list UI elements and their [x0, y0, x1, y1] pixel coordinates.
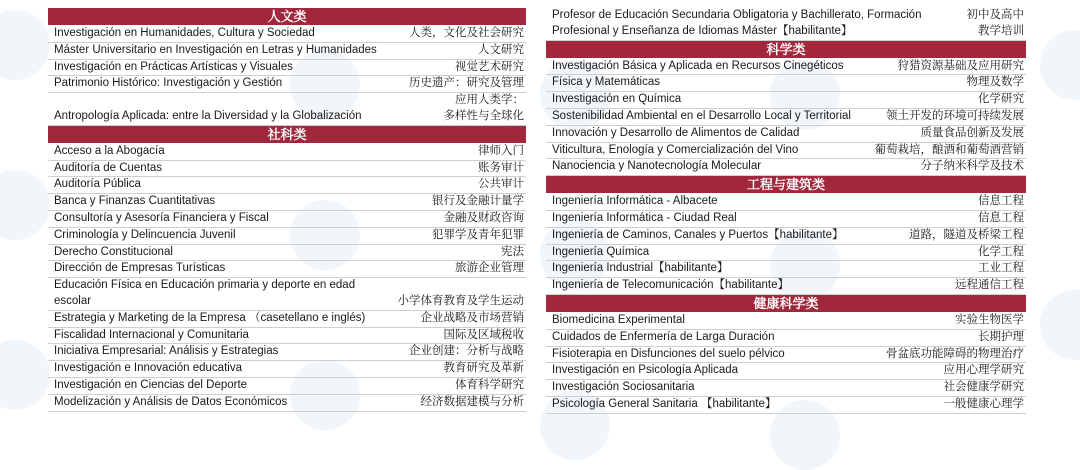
program-name-zh: 化学研究: [978, 93, 1024, 106]
program-section: [546, 176, 1026, 295]
section-header: 工程与建筑类: [546, 176, 1026, 193]
program-name-zh: 初中及高中 教学培训: [966, 9, 1024, 37]
program-name-zh: 犯罪学及青年犯罪: [432, 228, 524, 241]
program-row: [48, 60, 526, 77]
program-name-es: Sostenibilidad Ambiental en el Desarrollo Local y Territorial: [552, 109, 851, 122]
program-row: [48, 228, 526, 245]
program-name-zh: 信息工程: [978, 211, 1024, 224]
program-row: [48, 144, 526, 161]
program-name-zh: 化学工程: [978, 245, 1024, 258]
program-name-es: Derecho Constitucional: [54, 245, 173, 258]
program-row: [546, 313, 1026, 330]
program-name-zh: 国际及区域税收: [443, 328, 524, 341]
program-row: [546, 278, 1026, 295]
program-name-zh: 骨盆底功能障碍的物理治疗: [886, 347, 1024, 360]
program-name-es: Ingeniería Industrial【habilitante】: [552, 262, 729, 275]
program-name-es: Investigación e Innovación educativa: [54, 362, 242, 375]
program-row: [48, 278, 526, 311]
program-row: [546, 75, 1026, 92]
program-row: [546, 347, 1026, 364]
program-row: [48, 378, 526, 395]
program-name-es: Investigación Sociosanitaria: [552, 381, 695, 394]
left-column: [48, 8, 526, 412]
program-name-zh: 历史遗产：研究及管理: [409, 77, 524, 90]
program-row: [546, 380, 1026, 397]
program-row: [48, 177, 526, 194]
program-section: [546, 41, 1026, 177]
program-name-zh: 小学体育教育及学生运动: [397, 294, 524, 307]
program-name-es: Investigación en Química: [552, 93, 682, 106]
program-name-es: Ingeniería de Telecomunicación【habilitante】: [552, 279, 789, 292]
program-row: [546, 143, 1026, 160]
program-name-es: Cuidados de Enfermería de Larga Duración: [552, 330, 775, 343]
program-name-zh: 长期护理: [978, 330, 1024, 343]
program-row: [546, 245, 1026, 262]
program-row: [546, 159, 1026, 176]
program-name-es: Ingeniería Informática - Ciudad Real: [552, 211, 737, 224]
program-name-zh: 视觉艺术研究: [455, 60, 524, 73]
program-name-zh: 应用人类学： 多样性与全球化: [443, 94, 524, 122]
program-row: [48, 361, 526, 378]
program-row: [48, 43, 526, 60]
program-row: [48, 211, 526, 228]
program-name-zh: 葡萄栽培，酿酒和葡萄酒营销: [874, 143, 1024, 156]
program-name-es: Modelización y Análisis de Datos Económicos: [54, 395, 288, 408]
program-row: [546, 363, 1026, 380]
program-row: [546, 228, 1026, 245]
program-name-es: Dirección de Empresas Turísticas: [54, 262, 226, 275]
program-row: [48, 261, 526, 278]
program-name-zh: 经济数据建模与分析: [420, 395, 524, 408]
program-row: [48, 194, 526, 211]
program-name-zh: 宪法: [501, 245, 524, 258]
program-row: [48, 395, 526, 412]
program-name-zh: 道路，隧道及桥梁工程: [909, 228, 1024, 241]
program-section: [546, 295, 1026, 414]
program-name-es: Estrategia y Marketing de la Empresa （casetellano e inglés): [54, 311, 366, 324]
program-name-zh: 应用心理学研究: [943, 364, 1024, 377]
program-section: [48, 126, 526, 412]
program-name-zh: 狩猎资源基础及应用研究: [897, 59, 1024, 72]
program-name-zh: 旅游企业管理: [455, 262, 524, 275]
program-name-es: Fisioterapia en Disfunciones del suelo pélvico: [552, 347, 785, 360]
program-row: [546, 92, 1026, 109]
program-row: [546, 330, 1026, 347]
program-row: [48, 245, 526, 262]
program-name-es: Biomedicina Experimental: [552, 313, 685, 326]
program-name-zh: 质量食品创新及发展: [920, 126, 1024, 139]
program-row: [48, 311, 526, 328]
program-name-zh: 分子纳米科学及技术: [920, 160, 1024, 173]
program-name-es: Patrimonio Histórico: Investigación y Gestión: [54, 77, 283, 90]
program-row: [48, 26, 526, 43]
program-name-es: Criminología y Delincuencia Juvenil: [54, 228, 236, 241]
section-header: 健康科学类: [546, 295, 1026, 312]
program-name-es: Banca y Finanzas Cuantitativas: [54, 195, 216, 208]
program-row: [546, 59, 1026, 76]
program-row: [546, 8, 1026, 41]
program-name-zh: 律师入门: [478, 144, 524, 157]
program-name-zh: 企业战略及市场营销: [420, 311, 524, 324]
program-name-es: Acceso a la Abogacía: [54, 144, 165, 157]
program-name-zh: 远程通信工程: [955, 279, 1024, 292]
program-row: [546, 126, 1026, 143]
watermark-logo: [1040, 30, 1080, 100]
program-name-zh: 实验生物医学: [955, 313, 1024, 326]
program-name-zh: 领土开发的环境可持续发展: [886, 109, 1024, 122]
program-name-es: Psicología General Sanitaria 【habilitante】: [552, 397, 777, 410]
program-row: [546, 194, 1026, 211]
program-row: [48, 344, 526, 361]
program-name-es: Consultoría y Asesoría Financiera y Fiscal: [54, 211, 269, 224]
right-column: [546, 8, 1026, 414]
program-name-zh: 工业工程: [978, 262, 1024, 275]
section-header: 科学类: [546, 41, 1026, 58]
program-name-zh: 体育科学研究: [455, 378, 524, 391]
program-row: [48, 76, 526, 93]
watermark-logo: [1040, 290, 1080, 360]
program-name-es: Investigación Básica y Aplicada en Recursos Cinegéticos: [552, 59, 844, 72]
program-name-zh: 物理及数学: [966, 76, 1024, 89]
program-name-es: Auditoría Pública: [54, 178, 141, 191]
program-name-zh: 账务审计: [478, 161, 524, 174]
program-name-es: Investigación en Ciencias del Deporte: [54, 378, 248, 391]
program-name-es: Antropología Aplicada: entre la Diversidad y la Globalización: [54, 109, 362, 122]
program-name-es: Innovación y Desarrollo de Alimentos de Calidad: [552, 126, 800, 139]
program-section: [48, 8, 526, 126]
program-name-es: Física y Matemáticas: [552, 76, 660, 89]
program-name-zh: 一般健康心理学: [943, 397, 1024, 410]
watermark-logo: [0, 10, 50, 80]
program-name-zh: 社会健康学研究: [943, 381, 1024, 394]
program-name-es: Iniciativa Empresarial: Análisis y Estrategias: [54, 345, 279, 358]
program-row: [48, 328, 526, 345]
program-name-zh: 银行及金融计量学: [432, 195, 524, 208]
program-name-es: Educación Física en Educación primaria y deporte en edad escolar: [54, 279, 356, 307]
program-row: [48, 93, 526, 126]
program-name-zh: 金融及财政咨询: [443, 211, 524, 224]
program-row: [546, 109, 1026, 126]
program-name-es: Investigación en Psicología Aplicada: [552, 364, 739, 377]
program-name-es: Investigación en Humanidades, Cultura y Sociedad: [54, 27, 315, 39]
program-name-zh: 公共审计: [478, 178, 524, 191]
watermark-logo: [0, 170, 50, 240]
program-name-es: Ingeniería Informática - Albacete: [552, 195, 718, 208]
program-name-es: Ingeniería Química: [552, 245, 650, 258]
program-name-zh: 人文研究: [478, 43, 524, 56]
program-name-es: Viticultura, Enología y Comercialización del Vino: [552, 143, 799, 156]
program-row: [48, 161, 526, 178]
program-row: [546, 261, 1026, 278]
program-name-es: Ingeniería de Caminos, Canales y Puertos【habilitante】: [552, 228, 844, 241]
program-name-es: Profesor de Educación Secundaria Obligatoria y Bachillerato, Formación Profesional y Enseñanza de Idiomas Máster【habilitante】: [552, 9, 922, 37]
program-row: [546, 211, 1026, 228]
program-name-es: Auditoría de Cuentas: [54, 161, 163, 174]
section-header: 人文类: [48, 8, 526, 25]
section-header: 社科类: [48, 126, 526, 143]
program-row: [546, 397, 1026, 414]
program-name-es: Máster Universitario en Investigación en Letras y Humanidades: [54, 43, 377, 56]
program-section: [546, 8, 1026, 41]
program-name-zh: 教育研究及革新: [443, 362, 524, 375]
program-name-es: Nanociencia y Nanotecnología Molecular: [552, 160, 762, 173]
program-name-es: Investigación en Prácticas Artísticas y Visuales: [54, 60, 293, 73]
watermark-logo: [0, 340, 50, 410]
program-name-zh: 企业创建：分析与战略: [409, 345, 524, 358]
program-name-zh: 人类，文化及社会研究: [409, 27, 524, 39]
program-name-zh: 信息工程: [978, 195, 1024, 208]
program-name-es: Fiscalidad Internacional y Comunitaria: [54, 328, 249, 341]
